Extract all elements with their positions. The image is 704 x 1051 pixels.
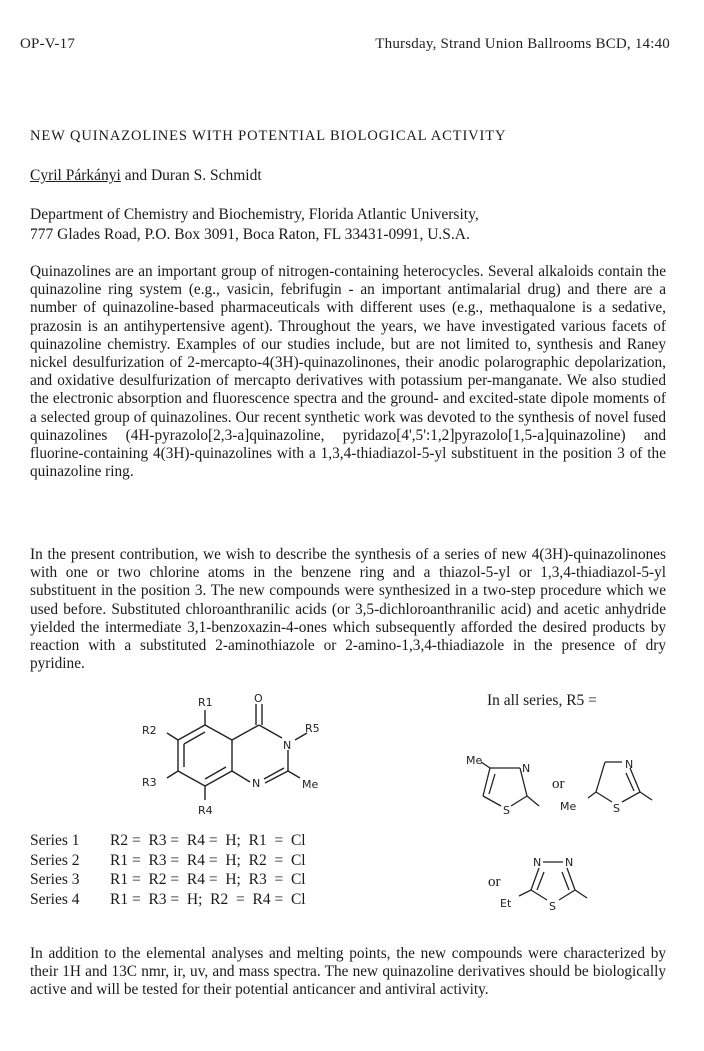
paragraph-intro-text: Quinazolines are an important group of nitrogen-containing heterocycles. Several alkaloids contain the quinazoline ring system (e.g., vasicin, febrifugin - an important antimalarial drug) and there are a number of quinazoline-based pharmaceuticals with different uses (e.g., methaqualone is a sedative, prazosin is an antihypertensive agent). Throughout the years, we have investigated various facets of quinazoline chemistry. Examples of our studies include, but are not limited to, synthesis and Raney nickel desulfurization of 2-mercapto-4(3H)-quinazolinones, their anodic polarographic depolarization, and oxidative desulfurization of mercapto derivatives with potassium per-manganate. We also studied the electronic absorption and fluorescence spectra and the ground- and excited-state dipole moments of a selected group of quinazolines. Our recent synthetic work was devoted to the synthesis of novel fused quinazolines (4H-pyrazolo[2,3-a]quinazoline, pyridazo[4',5':1,2]pyrazolo[1,5-a]quinazoline) and fluorine-containing 4(3H)-quinazolines with a 1,3,4-thiadiazol-5-yl substituent in the position 3 of the quinazoline ring. [30,263,666,481]
thiazole-a-nitrogen: N [522,762,531,775]
label-n1: N [252,777,261,790]
series-label: Series 3 [30,871,80,888]
series-definition: R1 = R3 = H; R2 = R4 = Cl [110,890,306,908]
series-label: Series 2 [30,851,80,869]
label-r5: R5 [305,722,320,735]
thiadiazole-nitrogen-2: N [565,856,574,869]
label-r2: R2 [142,724,157,737]
paragraph-contribution-text: In the present contribution, we wish to describe the synthesis of a series of new 4(3H)-quinazolinones with one or two chlorine atoms in the benzene ring and a thiazol-5-yl or 1,3,4-thiadiazol-5-yl substituent in the position 3. The new compounds were synthesized in a two-step procedure which we used before. Substituted chloroanthranilic acids (or 3,5-dichloroanthranilic acid) and acetic anhydride yielded the intermediate 3,1-benzoxazin-4-ones which subsequently afforded the desired products by reaction with a substituted 2-aminothiazole or 2-amino-1,3,4-thiadiazole in the presence of dry pyridine. [30,546,666,673]
thiazole-a-methyl: Me [466,754,483,767]
thiazole-b-nitrogen: N [625,758,634,771]
thiadiazole-sulfur: S [549,900,556,913]
series-row [30,870,306,890]
label-methyl: Me [302,778,319,791]
series-label: Series 1 [30,832,80,849]
paragraph-conclusion-text: In addition to the elemental analyses and melting points, the new compounds were characterized by their 1H and 13C nmr, ir, uv, and mass spectra. The new quinazoline derivatives should be biologically active and will be tested for their potential anticancer and antiviral activity. [30,945,666,999]
label-r3: R3 [142,776,157,789]
methylthiazole-alt-structure [560,740,660,820]
affiliation-line-2: 777 Glades Road, P.O. Box 3091, Boca Raton, FL 33431-0991, U.S.A. [30,226,470,243]
series-definition: R2 = R3 = R4 = H; R1 = Cl [110,832,306,849]
series-row [30,890,306,910]
paragraph-intro [30,263,666,481]
thiazole-b-methyl: Me [560,800,577,813]
thiadiazole-nitrogen-1: N [533,856,542,869]
or-label-2: or [488,874,501,890]
series-row [30,831,306,851]
coauthors: and Duran S. Schmidt [120,167,262,184]
presenting-author: Cyril Párkányi [30,167,121,184]
session-code: OP-V-17 [20,36,76,52]
authors [30,167,262,185]
ethylthiadiazole-structure [495,850,605,915]
thiadiazole-ethyl: Et [500,897,512,910]
affiliation [30,205,479,245]
or-label-1: or [552,776,565,792]
series-definition: R1 = R3 = R4 = H; R2 = Cl [110,851,306,869]
series-row [30,851,306,871]
series-table [30,831,306,909]
session-info: Thursday, Strand Union Ballrooms BCD, 14:40 [375,36,670,52]
paragraph-contribution [30,546,666,673]
label-oxygen: O [254,692,263,705]
paragraph-conclusion [30,945,666,1000]
thiazole-b-sulfur: S [613,802,620,815]
label-n3: N [283,739,292,752]
label-r1: R1 [198,696,213,709]
affiliation-line-1: Department of Chemistry and Biochemistry, Florida Atlantic University, [30,206,479,223]
thiazole-a-sulfur: S [503,804,510,817]
series-label: Series 4 [30,890,80,908]
quinazolinone-structure [130,690,340,825]
series-definition: R1 = R2 = R4 = H; R3 = Cl [110,871,306,888]
label-r4: R4 [198,804,213,817]
paper-title: NEW QUINAZOLINES WITH POTENTIAL BIOLOGICAL ACTIVITY [30,128,507,144]
r5-caption: In all series, R5 = [487,692,597,709]
methylthiazole-structure [463,752,553,822]
